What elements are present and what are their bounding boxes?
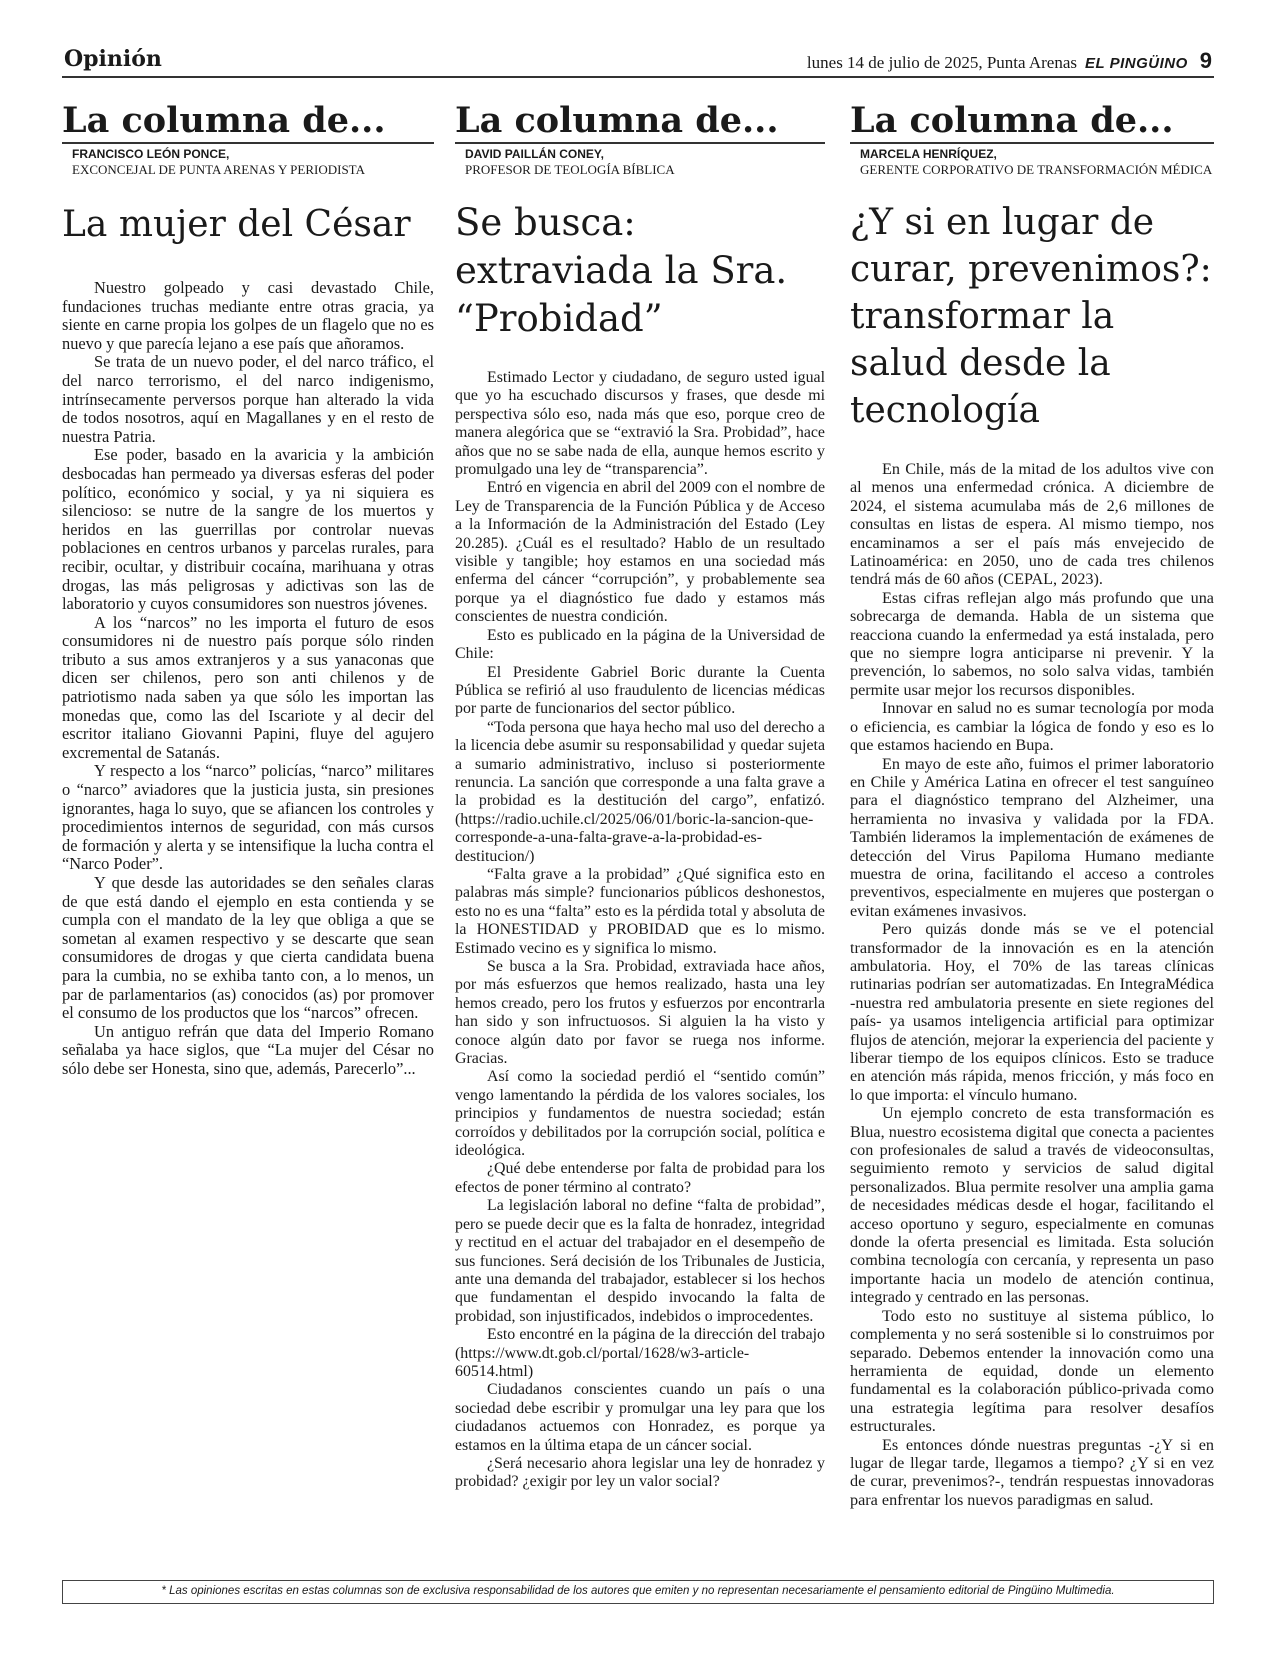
header-info: [807, 48, 1212, 74]
paragraph: En mayo de este año, fuimos el primer laboratorio en Chile y América Latina en ofrecer el test sanguíneo para el diagnóstico temprano del Alzheimer, una herramienta no invasiva y validada por la FDA. También lideramos la implementación de exámenes de detección del Virus Papiloma Humano mediante muestra de orina, facilitando el acceso a controles preventivos, especialmente en mujeres que postergan o evitan exámenes invasivos.: [850, 754, 1214, 920]
paragraph: Y que desde las autoridades se den señales claras de que está dando el ejemplo en esta contienda y se cumpla con el mandato de la ley que obliga a que se sometan al examen respectivo y se descarte que sean consumidores de drogas y que cierta candidata buena para la cumbia, no se exhiba tanto con, a lo menos, un par de parlamentarios (as) conocidos (as) por promover el consumo de los productos que los “narcos” ofrecen.: [62, 873, 434, 1023]
author-role: GERENTE CORPORATIVO DE TRANSFORMACIÓN MÉDICA: [860, 162, 1213, 177]
paragraph: Todo esto no sustituye al sistema público, lo complementa y no será sostenible si lo construimos por separado. Debemos entender la innovación como una herramienta de equidad, donde un elemento fundamental es la colaboración público-privada como una estrategia legítima para resolver desafíos estructurales.: [850, 1306, 1214, 1436]
paragraph: Se busca a la Sra. Probidad, extraviada hace años, por más esfuerzos que hemos realizado, hasta una ley hemos creado, pero los frutos y esfuerzos por encontrarla han sido y son infructuosos. Si alguien la ha visto y conoce algún dato por favor se ruega nos informe. Gracias.: [455, 958, 825, 1068]
paragraph: Estimado Lector y ciudadano, de seguro usted igual que yo ha escuchado discursos y frases, que desde mi perspectiva sólo eso, nada más que eso, porque creo de manera alegórica que se “extravió la Sra. Probidad”, hace años que no se sabe nada de ella, aunque hemos escrito y promulgado una ley de “transparencia”.: [455, 369, 825, 479]
paragraph: Y respecto a los “narco” policías, “narco” militares o “narco” aviadores que la justicia justa, sin presiones ignorantes, haga lo suyo, que se afiancen los controles y procedimientos internos de seguridad, con más cursos de formación y alerta y se intensifique la lucha contra el “Narco Poder”.: [62, 761, 434, 874]
column-henriquez: [850, 100, 1214, 1509]
paragraph: Ciudadanos conscientes cuando un país o una sociedad debe escribir y promulgar una ley para que los ciudadanos actuemos con Honradez, es porque ya estamos en la última etapa de un cáncer social.: [455, 1381, 825, 1454]
issue-date: lunes 14 de julio de 2025, Punta Arenas: [806, 53, 1077, 72]
author-name: DAVID PAILLÁN CONEY,: [465, 147, 604, 161]
paragraph: Esto encontré en la página de la dirección del trabajo (https://www.dt.gob.cl/portal/1628/w3-article-60514.html): [455, 1326, 825, 1380]
author-role: PROFESOR DE TEOLOGÍA BÍBLICA: [465, 162, 675, 177]
paragraph: “Falta grave a la probidad” ¿Qué significa esto en palabras más simple? funcionarios públicos deshonestos, esto no es una “falta” esto es la pérdida total y absoluta de la HONESTIDAD y PROBIDAD que es lo mismo. Estimado vecino es y significa lo mismo.: [455, 865, 825, 957]
paragraph: Pero quizás donde más se ve el potencial transformador de la innovación es en la atención ambulatoria. Hoy, el 70% de las tareas clínicas rutinarias podrían ser automatizadas. En IntegraMédica -nuestra red ambulatoria presente en siete regiones del país- ya usamos inteligencia artificial para optimizar flujos de atención, mejorar la experiencia del paciente y liberar tiempo de los equipos clínicos. Esto se traduce en atención más rápida, menos fricción, y más foco en lo que importa: el vínculo humano.: [850, 920, 1214, 1104]
article-title: La mujer del César: [62, 204, 411, 245]
paragraph: Así como la sociedad perdió el “sentido común” vengo lamentando la pérdida de los valores sociales, los principios y fundamentos de nuestra sociedad; están corroídos y debilitados por la corrupción social, política e ideológica.: [455, 1068, 825, 1160]
column-paillan: [455, 100, 825, 1492]
column-kicker: La columna de...: [850, 100, 1214, 144]
page-header: [62, 46, 1214, 78]
page-number: 9: [1199, 48, 1212, 73]
paragraph: “Toda persona que haya hecho mal uso del derecho a la licencia debe asumir su responsabilidad y quedar sujeta a sumario administrativo, incluso si posteriormente renuncia. La sanción que corresponde a una falta grave a la probidad es la destitución del cargo”, enfatizó. (https://radio.uchile.cl/2025/06/01/boric-la-sancion-que-corresponde-a-una-falta-grave-a-la-probidad-es-destitucion/): [455, 718, 825, 865]
article-title: ¿Y si en lugar de curar, prevenimos?: transformar la salud desde la tecnología: [850, 202, 1212, 431]
paragraph: ¿Será necesario ahora legislar una ley de honradez y probidad? ¿exigir por ley un valor social?: [455, 1454, 825, 1491]
article-body: [850, 460, 1214, 1509]
newspaper-logo: EL PINGÜINO: [1085, 55, 1188, 72]
disclaimer: * Las opiniones escritas en estas columnas son de exclusiva responsabilidad de los autores que emiten y no representan necesariamente el pensamiento editorial de Pingüino Multimedia.: [62, 1580, 1214, 1604]
article-title: Se busca: extraviada la Sra. “Probidad”: [455, 201, 788, 340]
paragraph: Ese poder, basado en la avaricia y la ambición desbocadas han permeado ya diversas esferas del poder político, económico y social, y ya ni siquiera es silencioso: se nutre de la sangre de los muertos y heridos en las guerrillas por controlar nuevas poblaciones en centros urbanos y parcelas rurales, para recibir, ocultar, y distribuir cocaína, marihuana y otras drogas, las más peligrosas y adictivas son las de laboratorio y cuyos consumidores son nuestros jóvenes.: [62, 445, 434, 614]
paragraph: A los “narcos” no les importa el futuro de esos consumidores ni de nuestro país porque sólo rinden tributo a sus amos extranjeros y a sus yanaconas que dicen ser chilenos, pero son anti chilenos y de patriotismo nada saben ya que sólo les importan las monedas que, como las del Iscariote y al decir del escritor italiano Giovanni Papini, fluye del agujero excremental de Satanás.: [62, 612, 434, 762]
author-name: FRANCISCO LEÓN PONCE,: [72, 147, 230, 161]
paragraph: Estas cifras reflejan algo más profundo que una sobrecarga de demanda. Habla de un sistema que reacciona cuando la enfermedad ya está instalada, pero que no siempre logra anticiparse ni prevenir. Y la prevención, lo sabemos, no solo salva vidas, también permite usar mejor los recursos disponibles.: [850, 588, 1214, 699]
paragraph: Es entonces dónde nuestras preguntas -¿Y si en lugar de llegar tarde, llegamos a tiempo? ¿Y si en vez de curar, prevenimos?-, tendrán respuestas innovadoras para enfrentar los nuevos paradigmas en salud.: [850, 1435, 1214, 1509]
paragraph: En Chile, más de la mitad de los adultos vive con al menos una enfermedad crónica. A diciembre de 2024, el sistema acumulaba más de 2,6 millones de consultas en listas de espera. Al mismo tiempo, nos encaminamos a ser el país más envejecido de Latinoamérica: en 2050, uno de cada tres chilenos tendrá más de 60 años (CEPAL, 2023).: [850, 460, 1214, 589]
author-role: EXCONCEJAL DE PUNTA ARENAS Y PERIODISTA: [72, 162, 365, 177]
paragraph: Nuestro golpeado y casi devastado Chile, fundaciones truchas mediante entre otras gracia, ya siente en carne propia los golpes de un flagelo que no es nuevo y que parecía lejano a ese país que añoramos.: [62, 278, 434, 353]
column-kicker: La columna de...: [455, 100, 825, 144]
paragraph: Esto es publicado en la página de la Universidad de Chile:: [455, 626, 825, 663]
paragraph: ¿Qué debe entenderse por falta de probidad para los efectos de poner término al contrato?: [455, 1160, 825, 1196]
author-name: MARCELA HENRÍQUEZ,: [860, 147, 997, 161]
paragraph: Un antiguo refrán que data del Imperio Romano señalaba ya hace siglos, que “La mujer del César no sólo debe ser Honesta, sino que, además, Parecerlo”...: [62, 1021, 434, 1078]
article-body: [62, 279, 434, 1079]
column-leon: [62, 100, 434, 1079]
paragraph: Innovar en salud no es sumar tecnología por moda o eficiencia, es cambiar la lógica de fondo y eso es lo que estamos haciendo en Bupa.: [850, 699, 1214, 755]
article-body: [455, 369, 825, 1492]
column-kicker: La columna de...: [62, 100, 434, 144]
paragraph: El Presidente Gabriel Boric durante la Cuenta Pública se refirió al uso fraudulento de licencias médicas por parte de funcionarios del sector público.: [455, 663, 825, 718]
section-name: Opinión: [64, 46, 162, 72]
paragraph: Se trata de un nuevo poder, el del narco tráfico, el del narco terrorismo, el del narco indigenismo, intrínsecamente perversos porque han alterado la vida de todos nosotros, aquí en Magallanes y en el resto de nuestra Patria.: [62, 352, 434, 446]
paragraph: La legislación laboral no define “falta de probidad”, pero se puede decir que es la falta de honradez, integridad y rectitud en el actuar del trabajador en el desempeño de sus funciones. Será decisión de los Tribunales de Justicia, ante una demanda del trabajador, establecer si los hechos que fundamentan el despido invocando la falta de probidad, son injustificados, indebidos o improcedentes.: [455, 1197, 825, 1325]
paragraph: Entró en vigencia en abril del 2009 con el nombre de Ley de Transparencia de la Función Pública y de Acceso a la Información de la Administración del Estado (Ley 20.285). ¿Cuál es el resultado? Hablo de un resultado visible y tangible; hoy estamos en una sociedad más enferma del cáncer “corrupción”, y probablemente sea porque ya el diagnóstico fue dado y estamos más conscientes de nuestra condición.: [455, 479, 825, 626]
paragraph: Un ejemplo concreto de esta transformación es Blua, nuestro ecosistema digital que conecta a pacientes con profesionales de salud a través de videoconsultas, seguimiento remoto y servicios de salud digital personalizados. Blua permite resolver una amplia gama de necesidades médicas desde el hogar, facilitando el acceso oportuno y seguro, especialmente en comunas donde la oferta presencial es limitada. Esta solución combina tecnología con cercanía, y representa un paso importante hacia un modelo de atención continua, integrado y centrado en las personas.: [850, 1104, 1214, 1307]
